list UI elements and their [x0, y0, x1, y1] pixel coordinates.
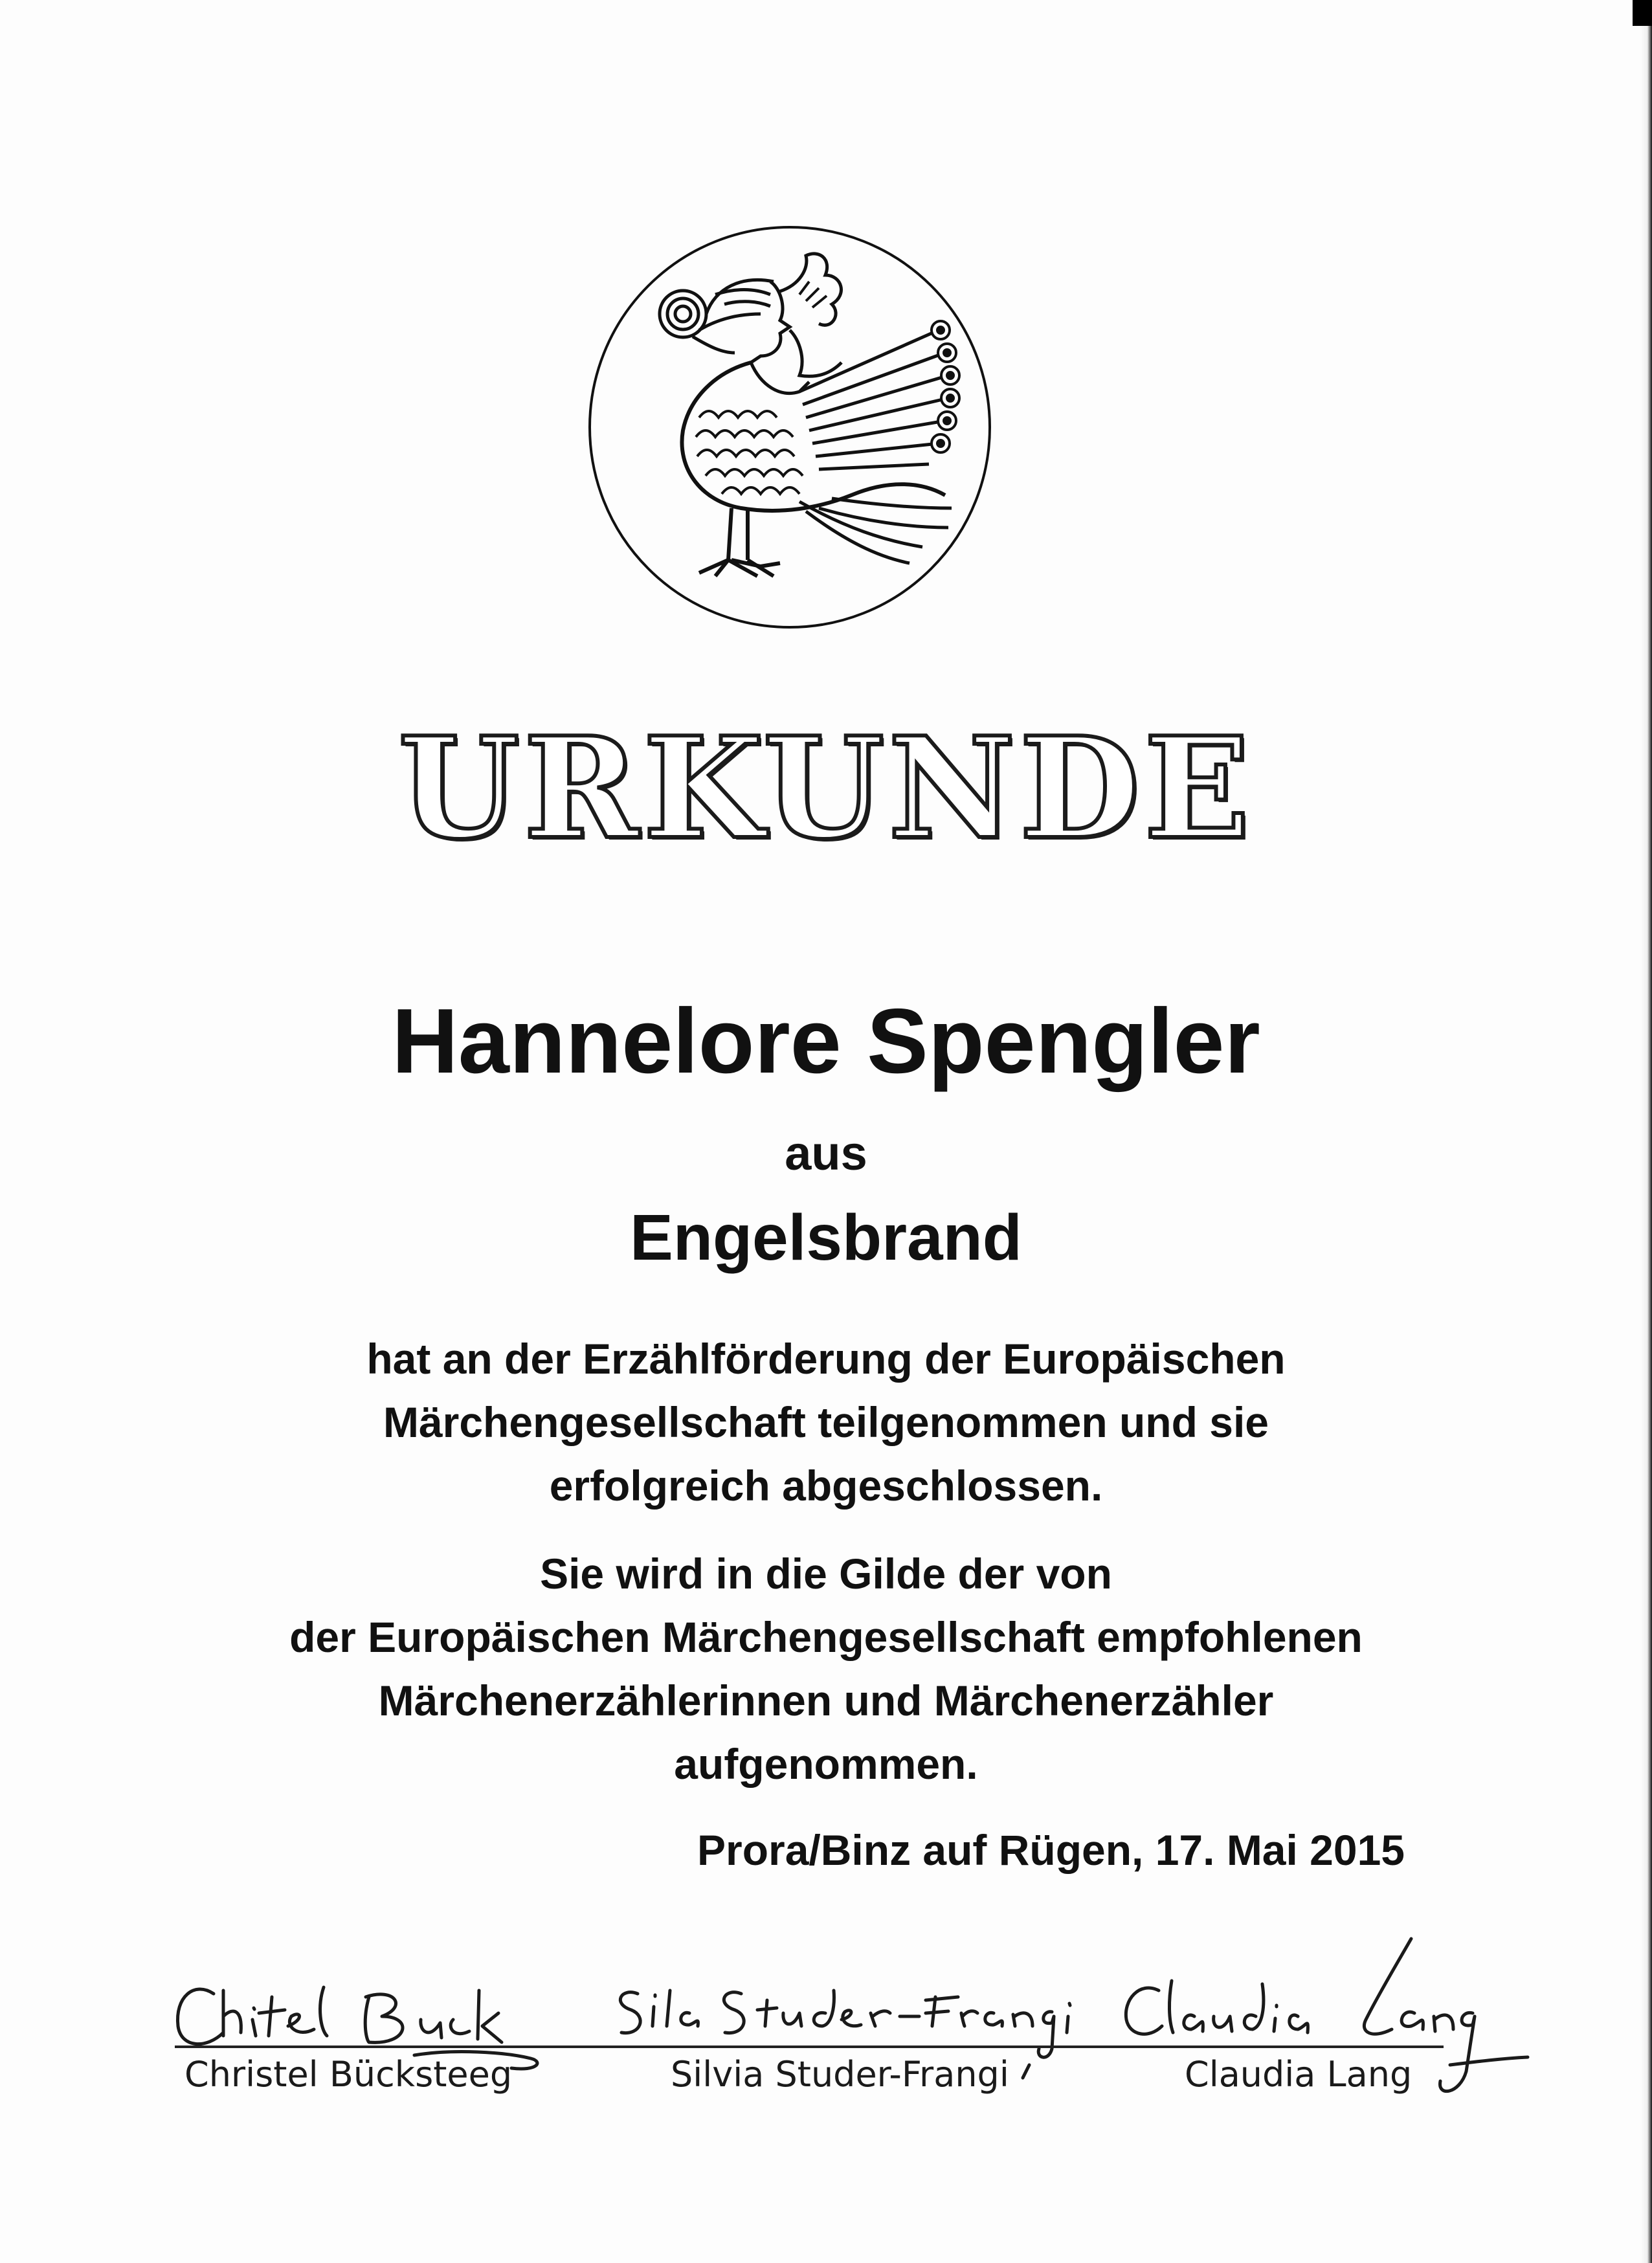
signatory-name: Silvia Studer-Frangi	[671, 2054, 1009, 2095]
completion-paragraph	[0, 1327, 1652, 1517]
paragraph-line: Märchengesellschaft teilgenommen und sie	[383, 1398, 1269, 1446]
signatory-name: Claudia Lang	[1185, 2054, 1412, 2095]
recipient-name: Hannelore Spengler	[392, 990, 1260, 1093]
hometown: Engelsbrand	[630, 1201, 1022, 1274]
guild-paragraph	[0, 1542, 1652, 1796]
paragraph-line: Sie wird in die Gilde der von	[540, 1550, 1112, 1598]
paragraph-line: aufgenommen.	[674, 1740, 978, 1788]
paragraph-line: hat an der Erzählförderung der Europäischen	[366, 1335, 1286, 1383]
place-and-date: Prora/Binz auf Rügen, 17. Mai 2015	[697, 1826, 1405, 1874]
paragraph-line: Märchenerzählerinnen und Märchenerzähler	[378, 1677, 1274, 1724]
page-edge-corner	[1633, 0, 1652, 26]
paragraph-line: erfolgreich abgeschlossen.	[549, 1462, 1103, 1510]
from-word: aus	[785, 1126, 867, 1180]
siren-bird-emblem-icon	[586, 223, 994, 631]
signature-line	[175, 2046, 1444, 2048]
paragraph-line: der Europäischen Märchengesellschaft empfohlenen	[289, 1613, 1363, 1661]
certificate-title: URKUNDE	[398, 706, 1254, 870]
signatory-name: Christel Bücksteeg	[184, 2054, 513, 2095]
